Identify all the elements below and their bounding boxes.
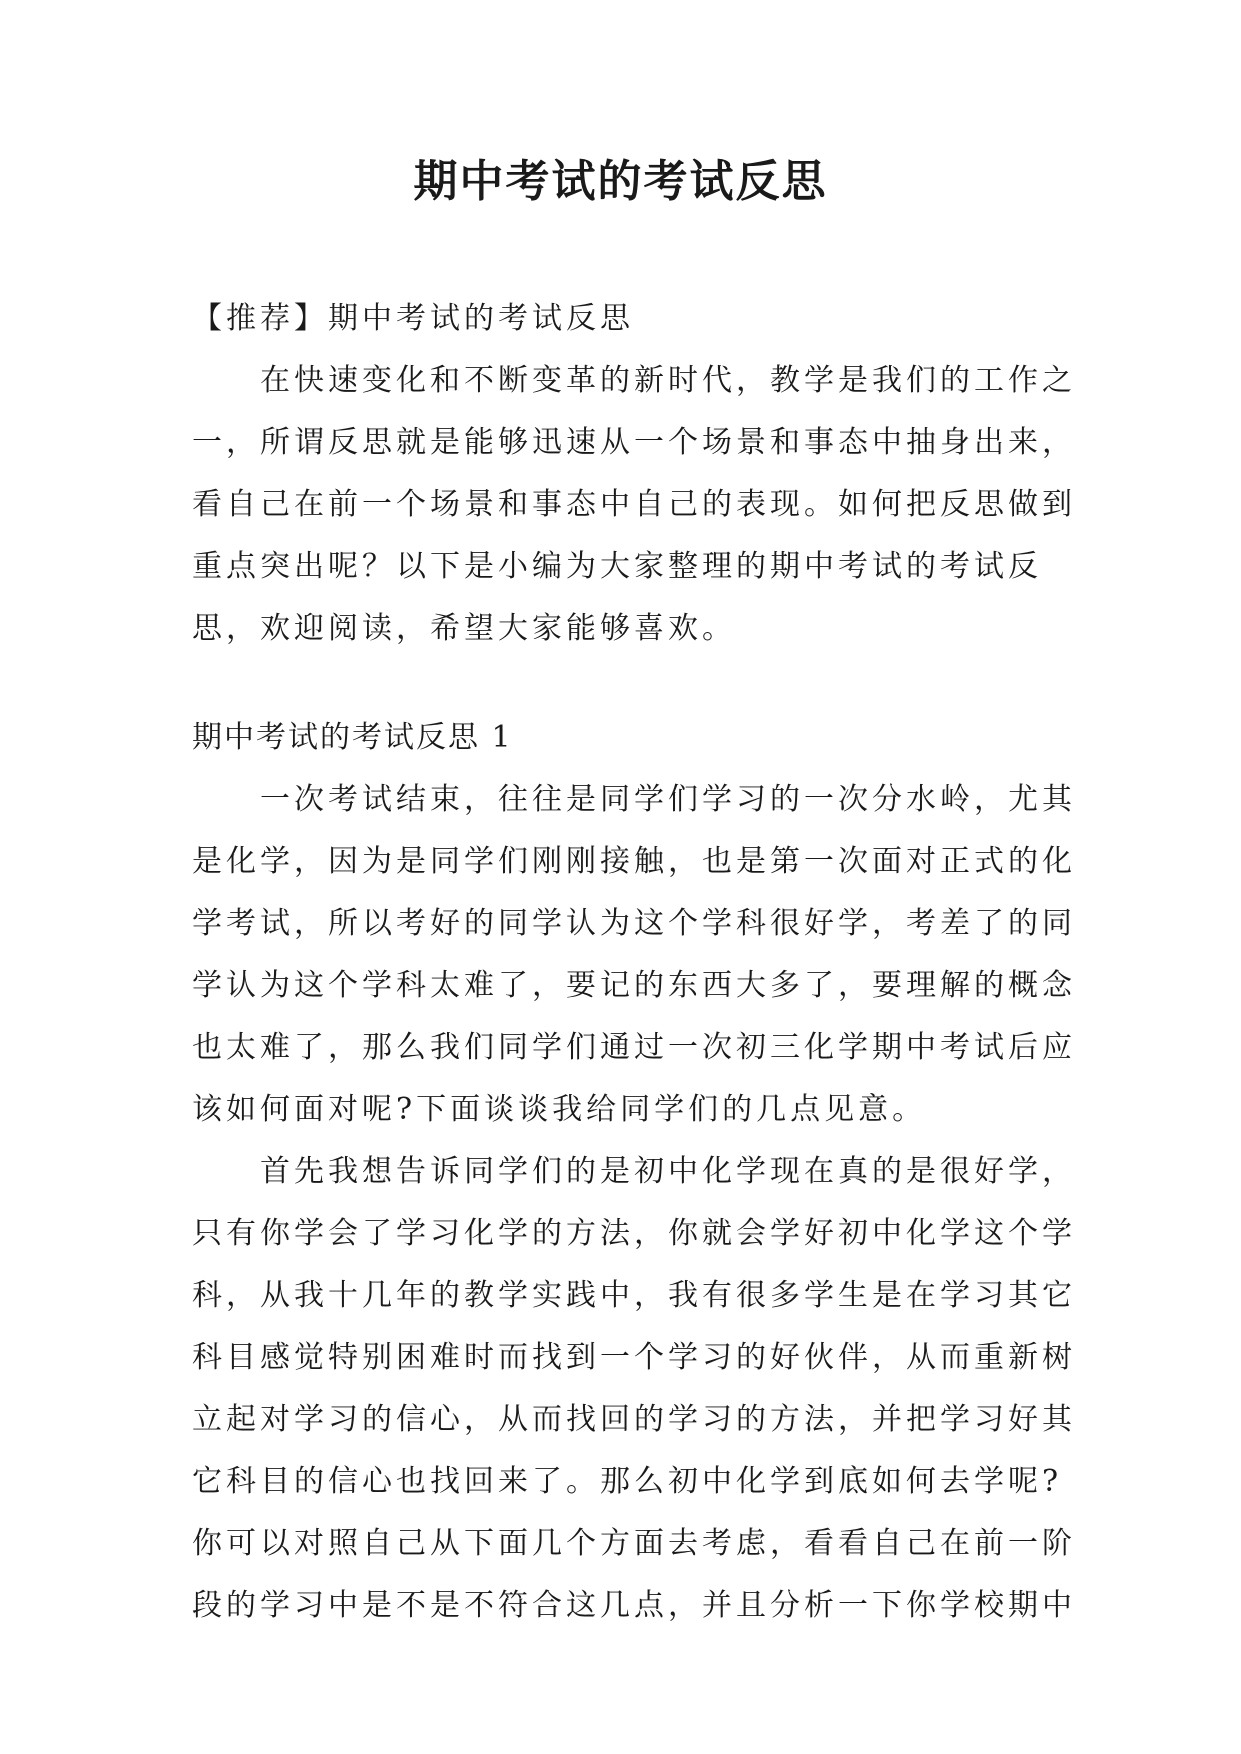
intro-line: 在快速变化和不断变革的新时代，教学是我们的工作之: [260, 363, 1076, 398]
paragraph-line: 也太难了，那么我们同学们通过一次初三化学期中考试后应: [192, 1030, 1076, 1065]
paragraph-line: 学认为这个学科太难了，要记的东西大多了，要理解的概念: [192, 968, 1076, 1003]
recommend-line: 【推荐】期中考试的考试反思: [192, 301, 634, 336]
paragraph-line: 学考试，所以考好的同学认为这个学科很好学，考差了的同: [192, 906, 1076, 941]
intro-line: 思，欢迎阅读，希望大家能够喜欢。: [192, 611, 736, 646]
paragraph-line: 只有你学会了学习化学的方法，你就会学好初中化学这个学: [192, 1216, 1076, 1251]
paragraph-line: 科目感觉特别困难时而找到一个学习的好伙伴，从而重新树: [192, 1340, 1076, 1375]
paragraph-line: 它科目的信心也找回来了。那么初中化学到底如何去学呢?: [192, 1464, 1063, 1499]
intro-line: 看自己在前一个场景和事态中自己的表现。如何把反思做到: [192, 487, 1076, 522]
paragraph-line: 是化学，因为是同学们刚刚接触，也是第一次面对正式的化: [192, 844, 1076, 879]
paragraph-line: 你可以对照自己从下面几个方面去考虑，看看自己在前一阶: [192, 1526, 1076, 1561]
section-heading: 期中考试的考试反思 1: [192, 720, 513, 755]
paragraph-line: 段的学习中是不是不符合这几点，并且分析一下你学校期中: [192, 1588, 1076, 1623]
document-body: [192, 288, 1076, 1637]
intro-line: 一，所谓反思就是能够迅速从一个场景和事态中抽身出来，: [192, 425, 1076, 460]
paragraph-line: 一次考试结束，往往是同学们学习的一次分水岭，尤其: [260, 782, 1076, 817]
document-title: 期中考试的考试反思: [413, 156, 828, 207]
paragraph-line: 科，从我十几年的教学实践中，我有很多学生是在学习其它: [192, 1278, 1076, 1313]
paragraph-line: 立起对学习的信心，从而找回的学习的方法，并把学习好其: [192, 1402, 1076, 1437]
paragraph-line: 首先我想告诉同学们的是初中化学现在真的是很好学，: [260, 1154, 1076, 1189]
intro-line: 重点突出呢？以下是小编为大家整理的期中考试的考试反: [192, 549, 1042, 584]
paragraph-spacer: [192, 660, 1064, 707]
paragraph-line: 该如何面对呢?下面谈谈我给同学们的几点见意。: [192, 1092, 927, 1127]
